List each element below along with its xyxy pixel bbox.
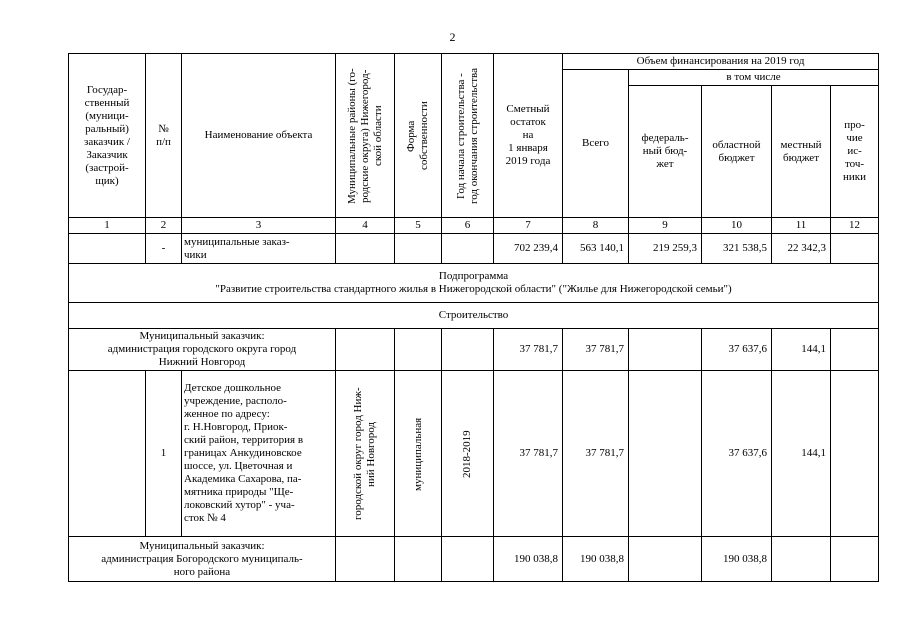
table-row bbox=[69, 234, 879, 264]
cell-local: 22 342,3 bbox=[772, 234, 831, 264]
page-number: 2 bbox=[449, 30, 456, 44]
cell-num: 1 bbox=[146, 371, 182, 537]
cell-empty bbox=[69, 234, 146, 264]
header-total: Всего bbox=[563, 70, 629, 218]
cell-empty bbox=[395, 329, 442, 371]
cell-empty bbox=[831, 537, 879, 582]
col-num-7: 7 bbox=[494, 218, 563, 234]
cell-regional: 321 538,5 bbox=[702, 234, 772, 264]
cell-estimate: 190 038,8 bbox=[494, 537, 563, 582]
customer-name: Муниципальный заказчик: администрация Богородского муниципаль- ного района bbox=[69, 537, 336, 582]
cell-empty bbox=[629, 371, 702, 537]
header-districts bbox=[336, 54, 395, 218]
header-years bbox=[442, 54, 494, 218]
cell-regional: 37 637,6 bbox=[702, 371, 772, 537]
header-years-text: Год начала строительства - год окончания строительства bbox=[454, 67, 480, 204]
cell-empty bbox=[336, 537, 395, 582]
cell-num: - bbox=[146, 234, 182, 264]
header-including: в том числе bbox=[629, 70, 879, 86]
cell-total: 37 781,7 bbox=[563, 371, 629, 537]
cell-years bbox=[442, 371, 494, 537]
header-customer: Государ- ственный (муници- pальный) заказчик / Заказчик (застрой- щик) bbox=[69, 54, 146, 218]
cell-total: 37 781,7 bbox=[563, 329, 629, 371]
cell-ownership-text: муниципальная bbox=[411, 416, 424, 491]
col-num-4: 4 bbox=[336, 218, 395, 234]
cell-total: 563 140,1 bbox=[563, 234, 629, 264]
col-num-10: 10 bbox=[702, 218, 772, 234]
col-num-11: 11 bbox=[772, 218, 831, 234]
cell-empty bbox=[442, 537, 494, 582]
cell-name: Детское дошкольное учреждение, располо- женное по адресу: г. Н.Новгород, Приок- ский район, территория в границах Анкудиновское шоссе, ул. Цветочная и Академика Сахарова, па- мятника природы "Ще- локовский хутор" - уча- сток № 4 bbox=[182, 371, 336, 537]
cell-district bbox=[336, 371, 395, 537]
cell-empty bbox=[395, 234, 442, 264]
cell-name: муниципальные заказ- чики bbox=[182, 234, 336, 264]
cell-district-text: городской округ город Ниж- ний Новгород bbox=[352, 387, 377, 520]
table-row bbox=[69, 537, 879, 582]
header-financing-group: Объем финансирования на 2019 год bbox=[563, 54, 879, 70]
header-ownership-text: Форма собственности bbox=[405, 101, 430, 170]
cell-empty bbox=[336, 329, 395, 371]
cell-federal: 219 259,3 bbox=[629, 234, 702, 264]
cell-empty bbox=[831, 329, 879, 371]
section-title: Строительство bbox=[69, 303, 879, 329]
header-other: про- чие ис- точ- ники bbox=[831, 86, 879, 218]
col-num-5: 5 bbox=[395, 218, 442, 234]
header-num: № п/п bbox=[146, 54, 182, 218]
table-row bbox=[69, 371, 879, 537]
cell-estimate: 37 781,7 bbox=[494, 329, 563, 371]
table-row bbox=[69, 329, 879, 371]
cell-empty bbox=[629, 537, 702, 582]
column-number-row bbox=[69, 218, 879, 234]
col-num-6: 6 bbox=[442, 218, 494, 234]
header-ownership bbox=[395, 54, 442, 218]
subprogram-title: "Развитие строительства стандартного жилья в Нижегородской области" ("Жилье для Нижегородской семьи") bbox=[215, 283, 732, 295]
section-row bbox=[69, 303, 879, 329]
cell-ownership bbox=[395, 371, 442, 537]
customer-name: Муниципальный заказчик: администрация городского округа город Нижний Новгород bbox=[69, 329, 336, 371]
header-federal: федераль- ный бюд- жет bbox=[629, 86, 702, 218]
cell-empty bbox=[336, 234, 395, 264]
col-num-9: 9 bbox=[629, 218, 702, 234]
header-local: местный бюджет bbox=[772, 86, 831, 218]
subprogram-row bbox=[69, 264, 879, 303]
cell-total: 190 038,8 bbox=[563, 537, 629, 582]
cell-empty bbox=[831, 234, 879, 264]
cell-empty bbox=[442, 234, 494, 264]
cell-empty bbox=[395, 537, 442, 582]
col-num-1: 1 bbox=[69, 218, 146, 234]
col-num-12: 12 bbox=[831, 218, 879, 234]
cell-estimate: 702 239,4 bbox=[494, 234, 563, 264]
col-num-8: 8 bbox=[563, 218, 629, 234]
cell-empty bbox=[69, 371, 146, 537]
cell-empty bbox=[629, 329, 702, 371]
header-object-name: Наименование объекта bbox=[182, 54, 336, 218]
header-districts-text: Муниципальные районы (го- родские округа) Нижегород- ской области bbox=[345, 67, 384, 204]
cell-regional: 37 637,6 bbox=[702, 329, 772, 371]
cell-years-text: 2018-2019 bbox=[461, 429, 473, 478]
subprogram-label: Подпрограмма bbox=[438, 270, 509, 282]
cell-empty bbox=[772, 537, 831, 582]
col-num-3: 3 bbox=[182, 218, 336, 234]
cell-local: 144,1 bbox=[772, 371, 831, 537]
col-num-2: 2 bbox=[146, 218, 182, 234]
cell-empty bbox=[831, 371, 879, 537]
header-estimate-balance: Сметный остаток на 1 января 2019 года bbox=[494, 54, 563, 218]
cell-local: 144,1 bbox=[772, 329, 831, 371]
header-regional: областной бюджет bbox=[702, 86, 772, 218]
subprogram-cell bbox=[69, 264, 879, 303]
cell-estimate: 37 781,7 bbox=[494, 371, 563, 537]
cell-regional: 190 038,8 bbox=[702, 537, 772, 582]
cell-empty bbox=[442, 329, 494, 371]
financing-table bbox=[68, 53, 879, 582]
